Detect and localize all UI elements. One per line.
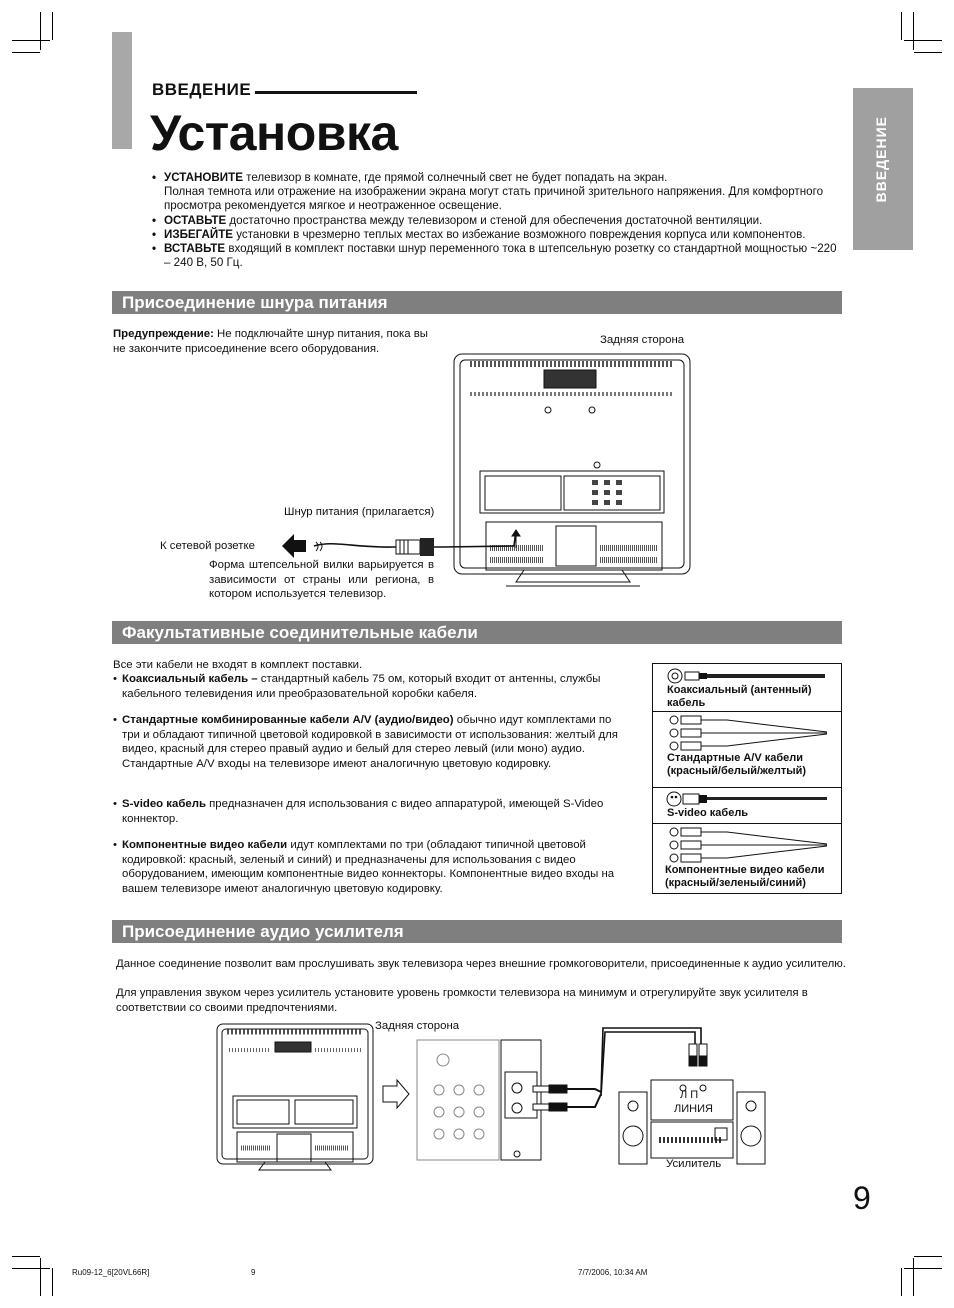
cable-box-label: Компонентные видео кабели (красный/зеленый/синий)	[665, 864, 825, 889]
section-heading-power: Присоединение шнура питания	[112, 291, 842, 314]
list-item	[150, 214, 840, 228]
bullet-text: установки в чрезмерно теплых местах во избежание возможного повреждения корпуса или компонентов.	[233, 227, 806, 241]
bullet-text: входящий в комплект поставки шнур переменного тока в штепсельную розетку со стандартной мощностью ~220 – 240 В, 50 Гц.	[164, 242, 837, 270]
crop-mark	[904, 1268, 942, 1269]
rear-side-label: Задняя сторона	[600, 334, 685, 346]
section-side-tab	[853, 88, 913, 250]
av-cable-icon	[667, 714, 837, 754]
component-cable-icon	[667, 826, 837, 866]
svideo-cable-icon	[665, 790, 837, 808]
bullet-keyword: ОСТАВЬТЕ	[164, 213, 227, 227]
list-item	[150, 171, 840, 214]
crop-mark	[12, 1268, 50, 1269]
svideo-cable-cell	[653, 788, 841, 824]
intro-bullet-list	[150, 171, 840, 270]
crop-mark	[12, 1256, 40, 1257]
bullet-keyword: УСТАНОВИТЕ	[164, 171, 243, 184]
audio-paragraph: Данное соединение позволит вам прослушивать звук телевизора через внешние громкоговорители, присоединенные к аудио усилителю.	[116, 958, 846, 970]
cable-name: S-video кабель	[122, 798, 206, 810]
crop-mark	[901, 1268, 902, 1296]
amp-lr-label: Л П	[680, 1089, 699, 1101]
crop-mark	[904, 40, 942, 41]
list-item	[150, 228, 840, 242]
cable-box-label: Стандартные A/V кабели (красный/белый/желтый)	[667, 752, 807, 777]
crop-mark	[913, 12, 914, 50]
section-label-rule	[255, 91, 417, 94]
cable-description: идут комплектами по три (обладают типичной цветовой кодировкой: красный, зеленый и синий) и предназначены для использования с видео оборудованием, имеющим компонентные видео коннекторы. Компонентные видео входы на вашем телевизоре имеют аналогичную цветовую кодировку.	[122, 839, 615, 895]
list-item: • Компонентные видео кабели идут комплектами по три (обладают типичной цветовой кодировкой: красный, зеленый и синий) и предназначены для использования с видео оборудованием, имеющим компонентные видео коннекторы. Компонентные видео входы на вашем телевизоре имеют аналогичную цветовую кодировку.	[113, 839, 615, 895]
component-cable-cell	[653, 824, 841, 893]
cable-name: Компонентные видео кабели	[122, 839, 288, 851]
cables-intro: Все эти кабели не входят в комплект поставки.	[113, 659, 363, 671]
cable-name: Стандартные комбинированные кабели A/V (аудио/видео)	[122, 714, 454, 726]
bullet-continuation: Полная темнота или отражение на изображении экрана могут стать причиной зрительного напряжения. Для комфортного просмотра рекомендуется мягкое и неотраженное освещение.	[164, 185, 824, 213]
page-number: 9	[853, 1180, 871, 1216]
cable-box-label: S-video кабель	[667, 807, 749, 819]
warning-text: Не подключайте шнур питания, пока вы не закончите присоединение всего оборудования.	[113, 328, 428, 355]
cable-description: предназначен для использования с видео аппаратурой, имеющей S-Video коннектор.	[122, 798, 604, 825]
cable-types-box	[652, 663, 842, 894]
list-item: • S-video кабель предназначен для использования с видео аппаратурой, имеющей S-Video коннектор.	[113, 798, 604, 825]
section-heading-audio: Присоединение аудио усилителя	[112, 920, 842, 943]
amplifier-label: Усилитель	[666, 1158, 722, 1170]
section-heading-cables: Факультативные соединительные кабели	[112, 621, 842, 644]
tv-rear-power-illustration	[274, 350, 694, 590]
page-title: Установка	[150, 105, 398, 161]
crop-mark	[12, 52, 40, 53]
cable-name: Коаксиальный кабель –	[122, 673, 258, 685]
bullet-text: достаточно пространства между телевизором и стеной для обеспечения достаточной вентиляции.	[226, 213, 763, 227]
cable-description: стандартный кабель 75 ом, который входит от антенны, службы кабельного телевидения или преобразовательной коробки кабеля.	[122, 673, 601, 700]
coaxial-cable-cell	[653, 664, 841, 712]
crop-mark	[914, 52, 942, 53]
rear-side-label-audio: Задняя сторона	[375, 1020, 460, 1032]
crop-mark	[914, 1256, 942, 1257]
list-item: • Коаксиальный кабель – стандартный кабель 75 ом, который входит от антенны, службы кабельного телевидения или преобразовательной коробки кабеля.	[113, 673, 601, 700]
cable-description: обычно идут комплектами по три и обладают типичной цветовой кодировкой в зависимости от использования: желтый для видео, красный для стерео правый аудио и белый для стерео левый (или моно) аудио. Стандартные A/V входы на телевизоре имеют аналогичную цветовую кодировку.	[122, 714, 618, 770]
footer-timestamp: 7/7/2006, 10:34 AM	[578, 1268, 648, 1277]
footer-file-name: Ru09-12_6[20VL66R]	[72, 1268, 150, 1277]
outlet-label: К сетевой розетке	[160, 540, 255, 552]
amp-line-label: ЛИНИЯ	[674, 1103, 713, 1115]
bullet-keyword: ВСТАВЬТЕ	[164, 242, 226, 256]
plug-note: Форма штепсельной вилки варьируется в зависимости от страны или региона, в котором используется телевизор.	[209, 559, 434, 600]
crop-mark	[40, 12, 41, 50]
footer-page: 9	[251, 1268, 256, 1277]
crop-mark	[52, 12, 53, 40]
warning-label: Предупреждение:	[113, 328, 214, 340]
crop-mark	[52, 1268, 53, 1296]
coaxial-cable-icon	[665, 667, 835, 685]
audio-paragraph: Для управления звуком через усилитель установите уровень громкости телевизора на минимум и отрегулируйте звук усилителя в соответствии со своими предпочтениями.	[116, 987, 808, 1014]
header-accent-bar	[112, 32, 132, 149]
cable-box-label: Коаксиальный (антенный) кабель	[667, 684, 812, 709]
list-item	[150, 242, 840, 270]
crop-mark	[40, 1258, 41, 1296]
power-cord-label: Шнур питания (прилагается)	[284, 506, 435, 518]
section-label: ВВЕДЕНИЕ	[152, 80, 252, 99]
bullet-keyword: ИЗБЕГАЙТЕ	[164, 227, 234, 241]
crop-mark	[901, 12, 902, 40]
side-tab-label: ВВЕДЕНИЕ	[873, 116, 889, 203]
crop-mark	[913, 1258, 914, 1296]
list-item: • Стандартные комбинированные кабели A/V (аудио/видео) обычно идут комплектами по три и обладают типичной цветовой кодировкой в зависимости от использования: желтый для видео, красный для стерео правый аудио и белый для стерео левый (или моно) аудио. Стандартные A/V входы на телевизоре имеют аналогичную цветовую кодировку.	[113, 714, 618, 770]
av-cable-cell	[653, 712, 841, 788]
bullet-text: телевизор в комнате, где прямой солнечный свет не будет попадать на экран.	[242, 171, 668, 184]
crop-mark	[12, 40, 50, 41]
